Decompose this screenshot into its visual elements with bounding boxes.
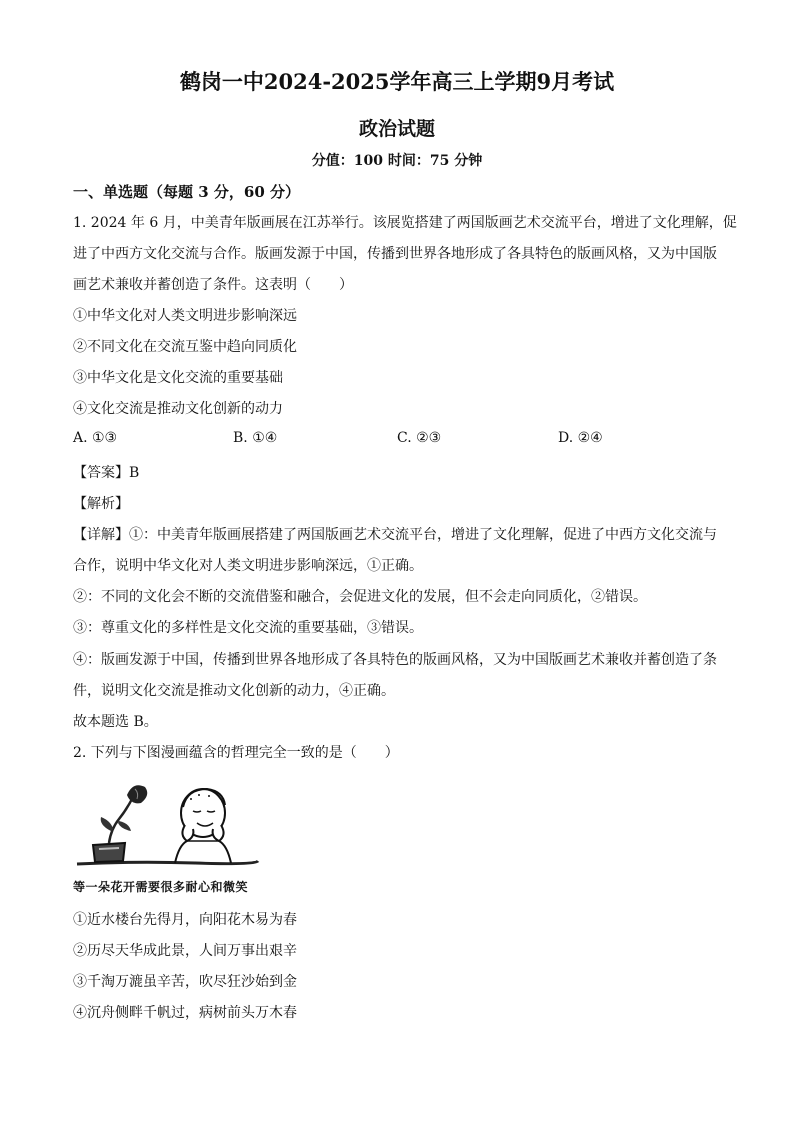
q1-option-a: A. ①③ bbox=[73, 430, 118, 446]
analysis-line: 【详解】①：中美青年版画展搭建了两国版画艺术交流平台，增进了文化理解，促进了中西方文化交流与 bbox=[73, 527, 717, 543]
exam-title: 鹤岗一中2024-2025学年高三上学期9月考试 bbox=[179, 69, 615, 94]
q1-statement: ②不同文化在交流互鉴中趋向同质化 bbox=[73, 339, 297, 355]
q2-statement: ①近水楼台先得月，向阳花木易为春 bbox=[73, 912, 297, 928]
q1-statement: ③中华文化是文化交流的重要基础 bbox=[73, 370, 283, 386]
section-heading: 一、单选题（每题 3 分，60 分） bbox=[73, 183, 300, 201]
q1-stem-line: 画艺术兼收并蓄创造了条件。这表明（ ） bbox=[73, 277, 353, 293]
q1-option-d: D. ②④ bbox=[558, 430, 603, 446]
q1-stem-line: 进了中西方文化交流与合作。版画发源于中国，传播到世界各地形成了各具特色的版画风格，又为中国版 bbox=[73, 246, 717, 262]
analysis-line: ③：尊重文化的多样性是文化交流的重要基础，③错误。 bbox=[73, 620, 423, 636]
q2-statement: ④沉舟侧畔千帆过，病树前头万木春 bbox=[73, 1005, 297, 1021]
q1-option-b: B. ①④ bbox=[233, 430, 278, 446]
analysis-line: ④：版画发源于中国，传播到世界各地形成了各具特色的版画风格，又为中国版画艺术兼收并蓄创造了条 bbox=[73, 652, 717, 668]
analysis-line: 合作，说明中华文化对人类文明进步影响深远，①正确。 bbox=[73, 558, 423, 574]
analysis-line: 故本题选 B。 bbox=[73, 714, 158, 730]
q1-statement: ④文化交流是推动文化创新的动力 bbox=[73, 401, 283, 417]
q1-stem-line: 1. 2024 年 6 月，中美青年版画展在江苏举行。该展览搭建了两国版画艺术交流平台，增进了文化理解，促 bbox=[73, 215, 737, 231]
q1-statement: ①中华文化对人类文明进步影响深远 bbox=[73, 308, 297, 324]
exam-subtitle: 政治试题 bbox=[358, 118, 435, 140]
analysis-line: 件，说明文化交流是推动文化创新的动力，④正确。 bbox=[73, 683, 395, 699]
cartoon-image bbox=[75, 779, 260, 869]
flower-and-man-cartoon-icon bbox=[75, 779, 260, 869]
answer-tag: 【答案】B bbox=[73, 465, 140, 481]
analysis-line: ②：不同的文化会不断的交流借鉴和融合，会促进文化的发展，但不会走向同质化，②错误。 bbox=[73, 589, 647, 605]
exam-meta: 分值：100 时间：75 分钟 bbox=[311, 153, 483, 169]
analysis-tag: 【解析】 bbox=[73, 496, 129, 512]
q1-option-c: C. ②③ bbox=[397, 430, 442, 446]
q2-stem: 2. 下列与下图漫画蕴含的哲理完全一致的是（ ） bbox=[73, 745, 399, 761]
cartoon-caption: 等一朵花开需要很多耐心和微笑 bbox=[73, 880, 249, 894]
q2-statement: ③千淘万漉虽辛苦，吹尽狂沙始到金 bbox=[73, 974, 297, 990]
q2-statement: ②历尽天华成此景，人间万事出艰辛 bbox=[73, 943, 297, 959]
